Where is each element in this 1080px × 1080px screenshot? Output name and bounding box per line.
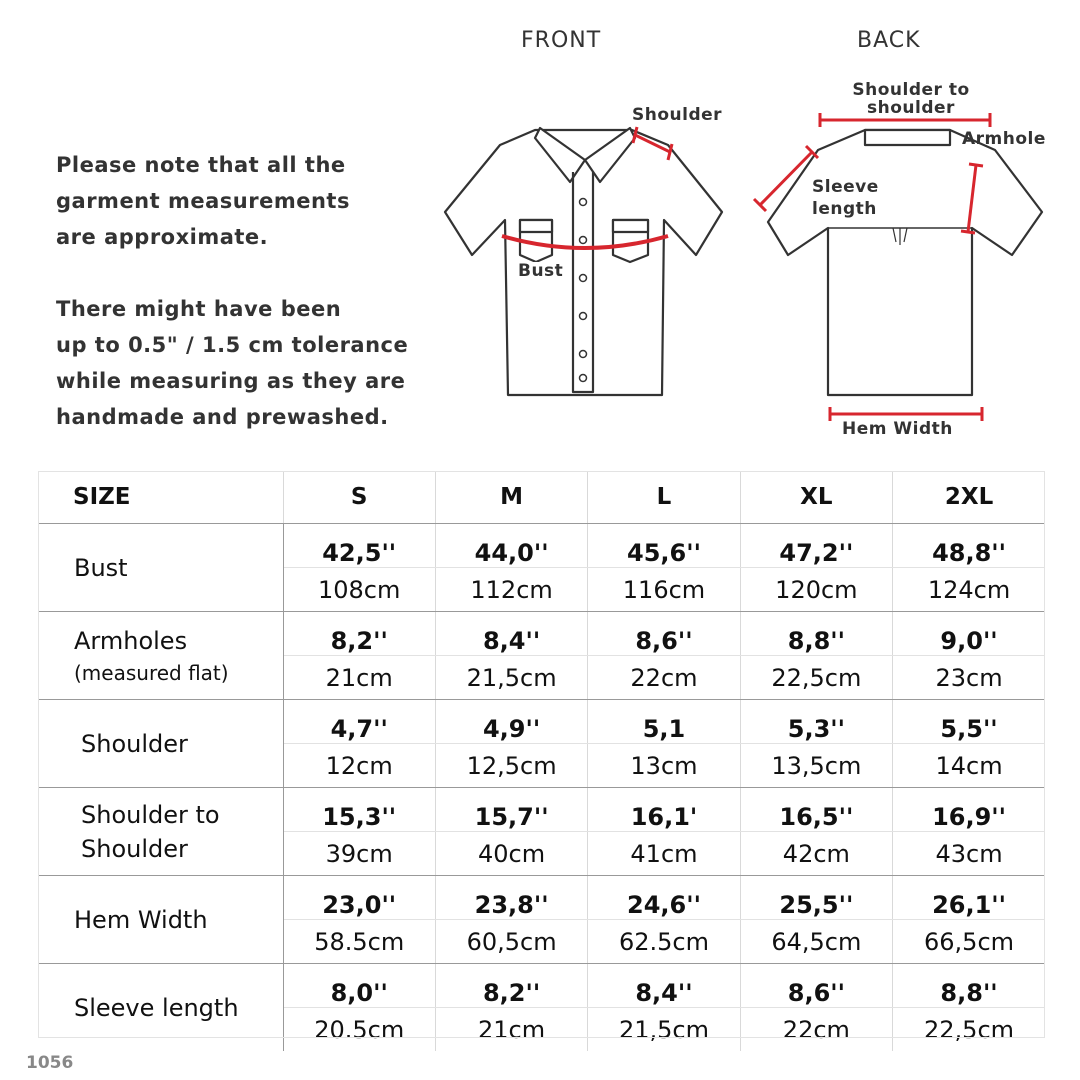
cm-value: 39cm — [283, 832, 435, 876]
inch-value: 8,6'' — [740, 964, 892, 1008]
row-label-text: Shoulder — [81, 834, 188, 863]
cm-value: 116cm — [588, 568, 740, 612]
shoulder-to-shoulder-line: shoulder — [867, 98, 955, 118]
cm-value: 108cm — [283, 568, 435, 612]
inch-value: 4,7'' — [283, 700, 435, 744]
inch-value: 8,2'' — [435, 964, 587, 1008]
size-header-m: M — [435, 471, 587, 524]
note-line: There might have been — [56, 297, 342, 321]
size-chart-table — [38, 471, 1045, 1051]
note-line: Please note that all the — [56, 153, 346, 177]
inch-value: 8,8'' — [893, 964, 1045, 1008]
size-column-header: SIZE — [38, 471, 283, 524]
product-code: 1056 — [26, 1053, 74, 1073]
table-row — [38, 612, 1045, 656]
cm-value: 22,5cm — [740, 656, 892, 700]
inch-value: 48,8'' — [893, 524, 1045, 568]
table-row — [38, 964, 1045, 1008]
measurement-note — [56, 147, 408, 435]
inch-value: 25,5'' — [740, 876, 892, 920]
shoulder-to-shoulder-line: Shoulder to — [852, 80, 970, 100]
size-header-s: S — [283, 471, 435, 524]
note-line: up to 0.5" / 1.5 cm tolerance — [56, 333, 409, 357]
cm-value: 12,5cm — [435, 744, 587, 788]
cm-value: 13cm — [588, 744, 740, 788]
row-label-sleeve-length — [38, 964, 283, 1052]
inch-value: 8,0'' — [283, 964, 435, 1008]
cm-value: 22cm — [588, 656, 740, 700]
inch-value: 8,6'' — [588, 612, 740, 656]
bust-label: Bust — [518, 261, 564, 281]
cm-value: 120cm — [740, 568, 892, 612]
size-header-xl: XL — [740, 471, 892, 524]
inch-value: 8,4'' — [435, 612, 587, 656]
row-sublabel-text: (measured flat) — [74, 660, 229, 685]
inch-value: 5,3'' — [740, 700, 892, 744]
inch-value: 47,2'' — [740, 524, 892, 568]
cm-value: 41cm — [588, 832, 740, 876]
row-label-armholes — [38, 612, 283, 700]
cm-value: 21,5cm — [588, 1008, 740, 1052]
row-label-text: Hem Width — [74, 905, 208, 934]
cm-value: 21cm — [435, 1008, 587, 1052]
cm-value: 14cm — [893, 744, 1045, 788]
table-header-row — [38, 471, 1045, 524]
inch-value: 45,6'' — [588, 524, 740, 568]
sleeve-length-label — [812, 176, 879, 220]
inch-value: 8,2'' — [283, 612, 435, 656]
inch-value: 42,5'' — [283, 524, 435, 568]
cm-value: 40cm — [435, 832, 587, 876]
cm-value: 22cm — [740, 1008, 892, 1052]
shoulder-label: Shoulder — [632, 105, 723, 125]
cm-value: 60,5cm — [435, 920, 587, 964]
inch-value: 5,1 — [588, 700, 740, 744]
inch-value: 23,8'' — [435, 876, 587, 920]
cm-value: 64,5cm — [740, 920, 892, 964]
inch-value: 8,4'' — [588, 964, 740, 1008]
inch-value: 26,1'' — [893, 876, 1045, 920]
inch-value: 5,5'' — [893, 700, 1045, 744]
inch-value: 4,9'' — [435, 700, 587, 744]
table-row — [38, 524, 1045, 568]
inch-value: 24,6'' — [588, 876, 740, 920]
cm-value: 13,5cm — [740, 744, 892, 788]
cm-value: 124cm — [893, 568, 1045, 612]
inch-value: 8,8'' — [740, 612, 892, 656]
table-row — [38, 876, 1045, 920]
cm-value: 23cm — [893, 656, 1045, 700]
row-label-shoulder-to-shoulder — [38, 788, 283, 876]
cm-value: 58.5cm — [283, 920, 435, 964]
front-shirt-illustration — [440, 110, 730, 400]
cm-value: 43cm — [893, 832, 1045, 876]
inch-value: 15,7'' — [435, 788, 587, 832]
sleeve-length-line: Sleeve — [812, 177, 879, 197]
inch-value: 16,9'' — [893, 788, 1045, 832]
inch-value: 44,0'' — [435, 524, 587, 568]
cm-value: 66,5cm — [893, 920, 1045, 964]
armhole-label: Armhole — [962, 129, 1046, 149]
size-header-l: L — [588, 471, 740, 524]
table-row — [38, 788, 1045, 832]
note-line: handmade and prewashed. — [56, 405, 389, 429]
back-view-label: BACK — [857, 28, 921, 53]
row-label-hem-width — [38, 876, 283, 964]
table-row — [38, 700, 1045, 744]
cm-value: 42cm — [740, 832, 892, 876]
note-line: garment measurements — [56, 189, 350, 213]
row-label-text: Shoulder to — [81, 800, 220, 829]
inch-value: 9,0'' — [893, 612, 1045, 656]
row-label-text: Sleeve length — [74, 993, 239, 1022]
row-label-text: Shoulder — [81, 729, 188, 758]
row-label-bust — [38, 524, 283, 612]
hem-width-label: Hem Width — [842, 419, 953, 439]
sleeve-length-line: length — [812, 199, 877, 219]
back-shirt-illustration — [750, 110, 1050, 400]
size-header-2xl: 2XL — [893, 471, 1045, 524]
cm-value: 112cm — [435, 568, 587, 612]
cm-value: 21cm — [283, 656, 435, 700]
shoulder-to-shoulder-label — [836, 81, 986, 117]
row-label-text: Bust — [74, 553, 128, 582]
cm-value: 21,5cm — [435, 656, 587, 700]
note-line: are approximate. — [56, 225, 269, 249]
inch-value: 15,3'' — [283, 788, 435, 832]
inch-value: 23,0'' — [283, 876, 435, 920]
note-line: while measuring as they are — [56, 369, 406, 393]
inch-value: 16,5'' — [740, 788, 892, 832]
cm-value: 62.5cm — [588, 920, 740, 964]
row-label-shoulder — [38, 700, 283, 788]
front-view-label: FRONT — [521, 28, 602, 53]
cm-value: 12cm — [283, 744, 435, 788]
row-label-text: Armholes — [74, 626, 188, 655]
inch-value: 16,1' — [588, 788, 740, 832]
cm-value: 20.5cm — [283, 1008, 435, 1052]
cm-value: 22,5cm — [924, 1015, 1015, 1044]
